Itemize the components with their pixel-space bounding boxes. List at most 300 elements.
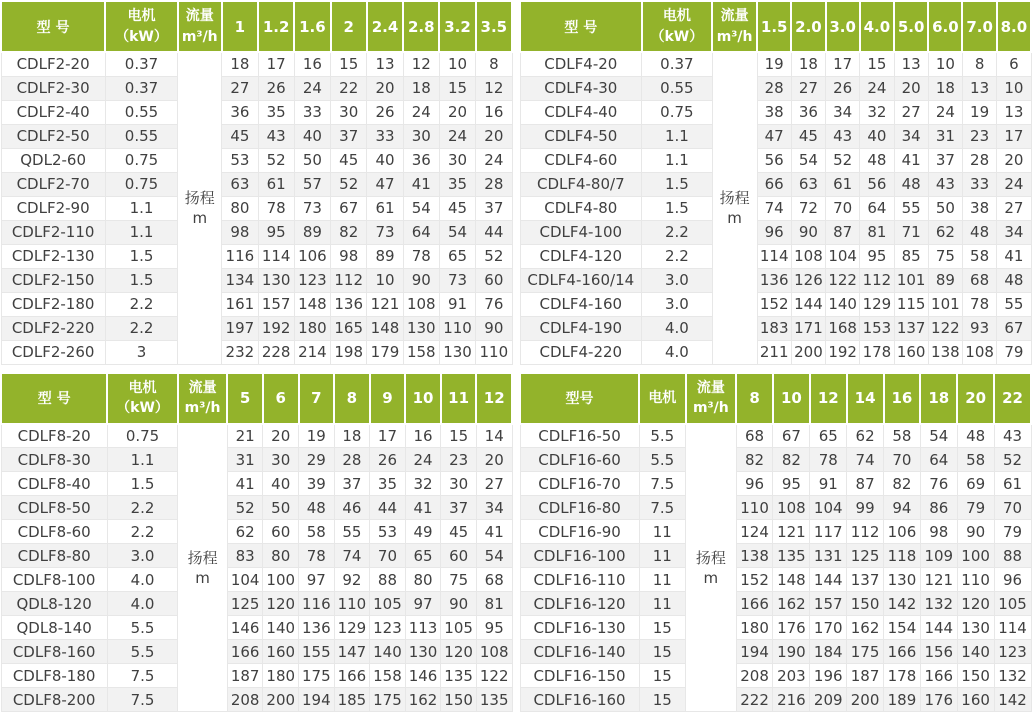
head-value-cell: 80	[263, 544, 299, 568]
table-row	[1, 340, 512, 364]
head-value-cell: 16	[294, 52, 330, 76]
head-value-cell: 91	[810, 472, 847, 496]
head-value-cell: 82	[773, 448, 810, 472]
head-value-cell: 70	[370, 544, 406, 568]
flow-column-header	[686, 373, 737, 424]
head-value-cell: 180	[294, 316, 330, 340]
head-value-cell: 137	[894, 316, 928, 340]
head-value-cell: 49	[405, 520, 441, 544]
flow-rate-header: 18	[920, 373, 957, 424]
model-cell: QDL8-120	[1, 592, 107, 616]
motor-power-cell: 5.5	[639, 448, 686, 472]
head-value-cell: 67	[773, 424, 810, 448]
head-value-cell: 200	[263, 688, 299, 712]
head-value-cell: 24	[928, 100, 962, 124]
flow-header-line: m³/h	[184, 400, 221, 416]
table-row	[1, 52, 512, 76]
head-value-cell: 80	[405, 568, 441, 592]
flow-rate-header: 20	[957, 373, 994, 424]
model-cell: CDLF16-140	[520, 640, 639, 664]
head-value-cell: 180	[263, 664, 299, 688]
model-cell: QDL2-60	[1, 148, 105, 172]
head-value-cell: 208	[227, 688, 263, 712]
head-value-cell: 109	[920, 544, 957, 568]
model-cell: CDLF4-60	[520, 148, 642, 172]
head-value-cell: 95	[860, 244, 894, 268]
head-value-cell: 178	[884, 664, 921, 688]
head-value-cell: 30	[403, 124, 439, 148]
flow-header-line: m³/h	[181, 28, 218, 45]
head-value-cell: 166	[334, 664, 370, 688]
flow-rate-header: 3.5	[476, 1, 512, 52]
head-value-cell: 45	[331, 148, 367, 172]
head-value-cell: 78	[403, 244, 439, 268]
flow-rate-header: 8.0	[997, 1, 1031, 52]
table-row	[520, 592, 1031, 616]
head-value-cell: 184	[810, 640, 847, 664]
model-cell: CDLF2-20	[1, 52, 105, 76]
head-value-cell: 17	[370, 424, 406, 448]
flow-rate-header: 6	[263, 373, 299, 424]
head-value-cell: 28	[962, 148, 996, 172]
head-value-cell: 62	[928, 220, 962, 244]
head-value-cell: 17	[997, 124, 1031, 148]
motor-power-cell: 7.5	[639, 472, 686, 496]
motor-power-cell: 0.75	[105, 148, 178, 172]
model-cell: CDLF8-180	[1, 664, 107, 688]
model-cell: CDLF16-90	[520, 520, 639, 544]
flow-rate-header: 12	[810, 373, 847, 424]
head-value-cell: 90	[791, 220, 825, 244]
model-cell: CDLF2-150	[1, 268, 105, 292]
head-value-cell: 73	[367, 220, 403, 244]
head-value-cell: 71	[894, 220, 928, 244]
head-value-cell: 54	[439, 220, 475, 244]
head-value-cell: 27	[476, 472, 512, 496]
head-value-cell: 148	[367, 316, 403, 340]
motor-power-cell: 5.5	[107, 640, 178, 664]
head-value-cell: 29	[299, 448, 335, 472]
head-value-cell: 175	[847, 640, 884, 664]
head-value-cell: 104	[826, 244, 860, 268]
motor-power-cell: 1.1	[107, 448, 178, 472]
model-cell: CDLF16-120	[520, 592, 639, 616]
head-value-cell: 55	[894, 196, 928, 220]
head-value-cell: 116	[222, 244, 258, 268]
head-value-cell: 24	[439, 124, 475, 148]
head-value-cell: 13	[367, 52, 403, 76]
motor-power-cell: 5.5	[639, 424, 686, 448]
head-value-cell: 99	[847, 496, 884, 520]
flow-rate-header: 10	[405, 373, 441, 424]
head-value-cell: 232	[222, 340, 258, 364]
model-cell: CDLF8-30	[1, 448, 107, 472]
head-value-cell: 176	[773, 616, 810, 640]
head-value-cell: 166	[227, 640, 263, 664]
flow-rate-header: 22	[994, 373, 1031, 424]
head-value-cell: 228	[258, 340, 294, 364]
head-value-cell: 13	[894, 52, 928, 76]
head-value-cell: 120	[441, 640, 477, 664]
head-value-cell: 69	[957, 472, 994, 496]
head-value-cell: 88	[994, 544, 1031, 568]
table-row	[1, 592, 512, 616]
head-value-cell: 46	[334, 496, 370, 520]
head-value-cell: 20	[439, 100, 475, 124]
head-value-cell: 23	[962, 124, 996, 148]
head-value-cell: 95	[258, 220, 294, 244]
motor-power-cell: 0.75	[107, 424, 178, 448]
motor-column-header	[107, 373, 178, 424]
head-value-cell: 198	[331, 340, 367, 364]
head-value-cell: 35	[258, 100, 294, 124]
motor-power-cell: 2.2	[642, 244, 713, 268]
head-value-cell: 79	[994, 520, 1031, 544]
model-cell: CDLF2-180	[1, 292, 105, 316]
head-value-cell: 23	[441, 448, 477, 472]
head-value-cell: 54	[920, 424, 957, 448]
model-cell: CDLF2-50	[1, 124, 105, 148]
head-value-cell: 58	[299, 520, 335, 544]
head-value-cell: 78	[299, 544, 335, 568]
head-value-cell: 68	[962, 268, 996, 292]
head-unit-cell	[712, 52, 757, 364]
head-value-cell: 27	[222, 76, 258, 100]
table-row	[520, 640, 1031, 664]
head-value-cell: 62	[847, 424, 884, 448]
table-row	[520, 520, 1031, 544]
head-value-cell: 68	[736, 424, 773, 448]
head-value-cell: 26	[258, 76, 294, 100]
head-value-cell: 187	[227, 664, 263, 688]
flow-rate-header: 2.8	[403, 1, 439, 52]
flow-rate-header: 6.0	[928, 1, 962, 52]
model-cell: CDLF2-110	[1, 220, 105, 244]
head-value-cell: 176	[920, 688, 957, 712]
table-row	[1, 568, 512, 592]
model-cell: CDLF4-160	[520, 292, 642, 316]
flow-rate-header: 5	[227, 373, 263, 424]
header-row	[1, 1, 512, 52]
motor-power-cell: 1.1	[105, 220, 178, 244]
head-value-cell: 66	[757, 172, 791, 196]
table-row	[520, 196, 1031, 220]
head-value-cell: 28	[334, 448, 370, 472]
table-row	[1, 316, 512, 340]
motor-power-cell: 1.5	[642, 172, 713, 196]
head-value-cell: 24	[476, 148, 512, 172]
flow-rate-header: 11	[441, 373, 477, 424]
head-value-cell: 53	[370, 520, 406, 544]
table-row	[1, 472, 512, 496]
table-row	[520, 616, 1031, 640]
head-value-cell: 10	[997, 76, 1031, 100]
head-value-cell: 18	[791, 52, 825, 76]
head-value-cell: 106	[294, 244, 330, 268]
head-value-cell: 36	[222, 100, 258, 124]
head-value-cell: 41	[476, 520, 512, 544]
head-value-cell: 108	[791, 244, 825, 268]
head-value-cell: 130	[403, 316, 439, 340]
flow-rate-header: 14	[847, 373, 884, 424]
head-value-cell: 30	[331, 100, 367, 124]
head-value-cell: 135	[773, 544, 810, 568]
head-value-cell: 130	[258, 268, 294, 292]
head-value-cell: 67	[997, 316, 1031, 340]
motor-power-cell: 0.75	[642, 100, 713, 124]
head-value-cell: 101	[894, 268, 928, 292]
model-cell: CDLF8-20	[1, 424, 107, 448]
head-value-cell: 125	[227, 592, 263, 616]
head-value-cell: 79	[997, 340, 1031, 364]
table-row	[520, 544, 1031, 568]
motor-power-cell: 11	[639, 544, 686, 568]
head-value-cell: 70	[884, 448, 921, 472]
head-value-cell: 30	[441, 472, 477, 496]
head-value-cell: 92	[334, 568, 370, 592]
head-value-cell: 114	[757, 244, 791, 268]
flow-header-line: m³/h	[716, 28, 753, 45]
head-value-cell: 110	[476, 340, 512, 364]
head-value-cell: 15	[441, 424, 477, 448]
table-row	[1, 268, 512, 292]
head-value-cell: 123	[994, 640, 1031, 664]
head-value-cell: 148	[294, 292, 330, 316]
table-row	[520, 472, 1031, 496]
head-value-cell: 81	[476, 592, 512, 616]
head-value-cell: 140	[370, 640, 406, 664]
head-value-cell: 200	[847, 688, 884, 712]
head-value-cell: 98	[222, 220, 258, 244]
head-unit-line: 扬程	[695, 548, 726, 567]
motor-power-cell: 3.0	[642, 292, 713, 316]
flow-rate-header: 8	[736, 373, 773, 424]
flow-rate-header: 5.0	[894, 1, 928, 52]
model-cell: CDLF4-160/14	[520, 268, 642, 292]
head-value-cell: 37	[476, 196, 512, 220]
head-value-cell: 87	[847, 472, 884, 496]
head-value-cell: 118	[884, 544, 921, 568]
table-row	[1, 76, 512, 100]
head-value-cell: 50	[263, 496, 299, 520]
head-value-cell: 162	[773, 592, 810, 616]
head-value-cell: 15	[439, 76, 475, 100]
head-value-cell: 108	[403, 292, 439, 316]
head-value-cell: 154	[884, 616, 921, 640]
motor-header-line: 电机	[128, 379, 157, 396]
model-cell: CDLF4-190	[520, 316, 642, 340]
model-cell: CDLF16-100	[520, 544, 639, 568]
head-value-cell: 82	[884, 472, 921, 496]
motor-power-cell: 0.37	[642, 52, 713, 76]
head-value-cell: 32	[860, 100, 894, 124]
model-cell: CDLF8-60	[1, 520, 107, 544]
head-value-cell: 105	[370, 592, 406, 616]
head-value-cell: 126	[791, 268, 825, 292]
head-value-cell: 108	[962, 340, 996, 364]
motor-power-cell: 1.5	[107, 472, 178, 496]
head-value-cell: 122	[476, 664, 512, 688]
model-cell: CDLF2-90	[1, 196, 105, 220]
model-cell: CDLF8-40	[1, 472, 107, 496]
head-value-cell: 65	[810, 424, 847, 448]
model-column-header: 型 号	[520, 1, 642, 52]
head-value-cell: 110	[334, 592, 370, 616]
head-value-cell: 70	[994, 496, 1031, 520]
model-cell: CDLF8-160	[1, 640, 107, 664]
head-value-cell: 216	[773, 688, 810, 712]
head-value-cell: 16	[476, 100, 512, 124]
head-value-cell: 180	[736, 616, 773, 640]
head-value-cell: 20	[476, 124, 512, 148]
head-value-cell: 13	[997, 100, 1031, 124]
head-value-cell: 90	[476, 316, 512, 340]
head-value-cell: 74	[847, 448, 884, 472]
head-value-cell: 56	[757, 148, 791, 172]
head-value-cell: 156	[920, 640, 957, 664]
head-value-cell: 78	[962, 292, 996, 316]
head-value-cell: 122	[928, 316, 962, 340]
motor-power-cell: 15	[639, 664, 686, 688]
head-value-cell: 37	[331, 124, 367, 148]
head-value-cell: 38	[757, 100, 791, 124]
table-row	[520, 148, 1031, 172]
head-value-cell: 41	[997, 244, 1031, 268]
head-value-cell: 43	[928, 172, 962, 196]
head-value-cell: 116	[299, 592, 335, 616]
head-value-cell: 17	[826, 52, 860, 76]
head-value-cell: 60	[263, 520, 299, 544]
motor-power-cell: 11	[639, 592, 686, 616]
head-value-cell: 52	[826, 148, 860, 172]
head-value-cell: 30	[439, 148, 475, 172]
head-value-cell: 130	[957, 616, 994, 640]
head-unit-line: 扬程	[187, 548, 218, 567]
head-value-cell: 179	[367, 340, 403, 364]
table-row	[520, 496, 1031, 520]
motor-header-line: （kW）	[115, 28, 168, 45]
flow-header-line: 流量	[720, 8, 749, 25]
head-value-cell: 85	[894, 244, 928, 268]
head-value-cell: 48	[997, 268, 1031, 292]
motor-power-cell: 3.0	[107, 544, 178, 568]
head-value-cell: 24	[860, 76, 894, 100]
model-column-header: 型 号	[1, 373, 107, 424]
table-row	[1, 100, 512, 124]
head-value-cell: 40	[263, 472, 299, 496]
head-value-cell: 183	[757, 316, 791, 340]
flow-rate-header: 7	[299, 373, 335, 424]
table-row	[520, 568, 1031, 592]
head-value-cell: 30	[263, 448, 299, 472]
head-value-cell: 27	[791, 76, 825, 100]
head-value-cell: 45	[222, 124, 258, 148]
head-value-cell: 161	[222, 292, 258, 316]
head-value-cell: 166	[736, 592, 773, 616]
head-value-cell: 61	[994, 472, 1031, 496]
head-value-cell: 100	[957, 544, 994, 568]
head-value-cell: 18	[403, 76, 439, 100]
head-value-cell: 94	[884, 496, 921, 520]
head-value-cell: 63	[222, 172, 258, 196]
spec-table-cdlf2	[0, 0, 513, 365]
head-value-cell: 33	[367, 124, 403, 148]
motor-power-cell: 11	[639, 520, 686, 544]
flow-rate-header: 8	[334, 373, 370, 424]
model-column-header: 型 号	[1, 1, 105, 52]
spec-table-cdlf8	[0, 372, 513, 713]
head-unit-line: m	[703, 568, 719, 587]
table-row	[520, 340, 1031, 364]
head-value-cell: 20	[894, 76, 928, 100]
head-value-cell: 48	[962, 220, 996, 244]
head-value-cell: 76	[920, 472, 957, 496]
head-value-cell: 93	[962, 316, 996, 340]
head-value-cell: 37	[441, 496, 477, 520]
head-value-cell: 110	[439, 316, 475, 340]
model-cell: CDLF16-80	[520, 496, 639, 520]
head-value-cell: 110	[736, 496, 773, 520]
head-value-cell: 48	[860, 148, 894, 172]
head-value-cell: 214	[294, 340, 330, 364]
table-row	[520, 688, 1031, 712]
head-value-cell: 34	[894, 124, 928, 148]
motor-power-cell: 1.5	[642, 196, 713, 220]
head-value-cell: 75	[928, 244, 962, 268]
head-value-cell: 132	[920, 592, 957, 616]
motor-power-cell: 0.55	[642, 76, 713, 100]
head-value-cell: 63	[791, 172, 825, 196]
head-value-cell: 83	[227, 544, 263, 568]
flow-rate-header: 1.6	[294, 1, 330, 52]
table-row	[1, 196, 512, 220]
table-row	[520, 448, 1031, 472]
head-value-cell: 157	[810, 592, 847, 616]
head-value-cell: 12	[476, 76, 512, 100]
head-value-cell: 55	[997, 292, 1031, 316]
head-value-cell: 211	[757, 340, 791, 364]
head-value-cell: 28	[476, 172, 512, 196]
head-value-cell: 192	[826, 340, 860, 364]
head-value-cell: 40	[860, 124, 894, 148]
head-value-cell: 140	[957, 640, 994, 664]
model-cell: CDLF8-200	[1, 688, 107, 712]
head-value-cell: 73	[439, 268, 475, 292]
head-value-cell: 19	[757, 52, 791, 76]
head-value-cell: 34	[997, 220, 1031, 244]
head-value-cell: 135	[441, 664, 477, 688]
head-value-cell: 158	[403, 340, 439, 364]
head-value-cell: 33	[294, 100, 330, 124]
head-value-cell: 20	[367, 76, 403, 100]
head-value-cell: 39	[299, 472, 335, 496]
head-unit-line: m	[192, 209, 208, 228]
head-value-cell: 21	[227, 424, 263, 448]
head-value-cell: 43	[826, 124, 860, 148]
head-value-cell: 27	[997, 196, 1031, 220]
head-value-cell: 117	[810, 520, 847, 544]
head-value-cell: 54	[791, 148, 825, 172]
head-value-cell: 95	[476, 616, 512, 640]
model-cell: CDLF4-220	[520, 340, 642, 364]
head-value-cell: 148	[773, 568, 810, 592]
head-value-cell: 60	[476, 268, 512, 292]
head-value-cell: 153	[860, 316, 894, 340]
head-value-cell: 64	[403, 220, 439, 244]
table-row	[520, 244, 1031, 268]
spec-table-cdlf16	[519, 372, 1032, 713]
head-value-cell: 194	[299, 688, 335, 712]
